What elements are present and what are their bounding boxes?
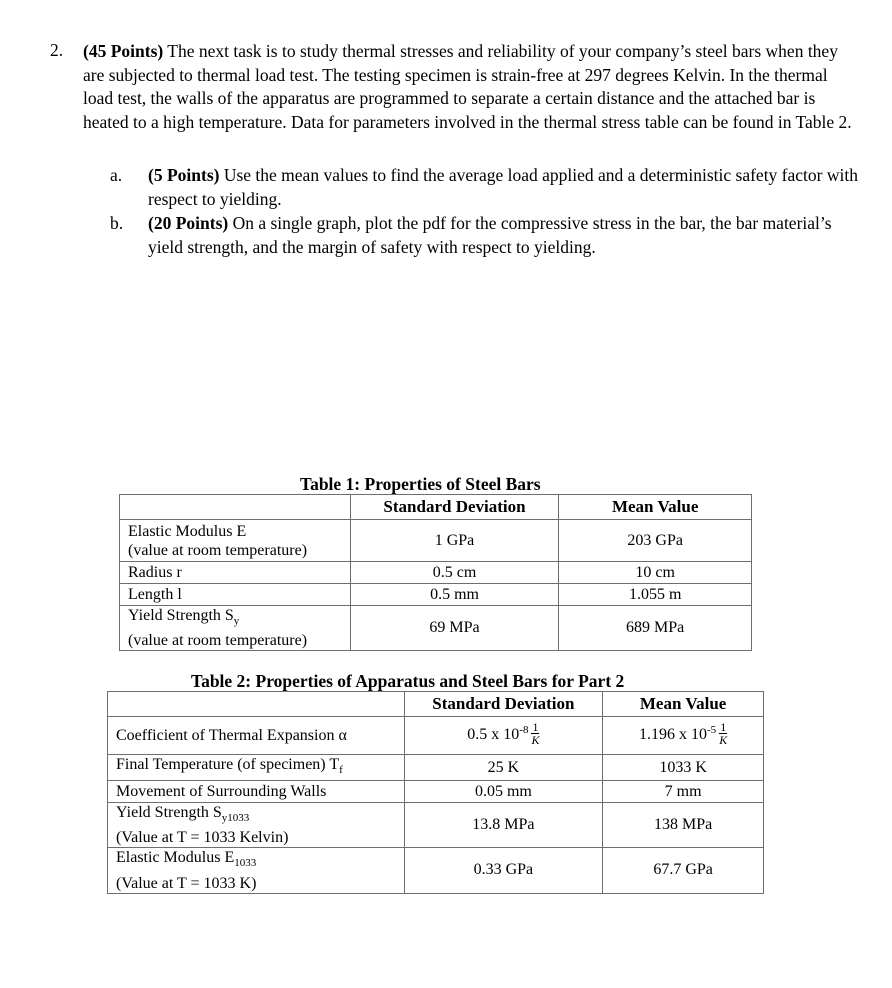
table1-param: Elastic Modulus E (value at room temperature) <box>120 520 351 562</box>
table1-mean: 203 GPa <box>559 520 752 562</box>
table2-param: Yield Strength $S_{y1033}$ (Value at T = 1033 Kelvin) <box>108 803 405 848</box>
table1-param: Length l <box>120 584 351 606</box>
part-b-label: b. <box>110 213 124 233</box>
table1-header-row <box>120 495 752 520</box>
table2-param: Final Temperature (of specimen) $T_f$ <box>108 755 405 781</box>
table-row <box>108 781 764 803</box>
problem-points: (45 Points) <box>83 41 164 61</box>
table1-mean: 1.055 m <box>559 584 752 606</box>
table2-mean: 1033 K <box>603 755 764 781</box>
table2-param: Elastic Modulus $E_{1033}$ (Value at T = 1033 K) <box>108 848 405 893</box>
table2-sd: 0.05 mm <box>404 781 603 803</box>
table-row <box>120 606 752 651</box>
problem-statement <box>83 40 861 134</box>
table2-header-mean: Mean Value <box>603 692 764 717</box>
table2-sd: 0.33 GPa <box>404 848 603 893</box>
part-a-points: (5 Points) <box>148 165 220 185</box>
table1-sd: 0.5 mm <box>350 584 559 606</box>
part-b-points: (20 Points) <box>148 213 229 233</box>
table-row <box>108 803 764 848</box>
table1-header-mean: Mean Value <box>559 495 752 520</box>
table1-param: Radius r <box>120 562 351 584</box>
table1-sd: 69 MPa <box>350 606 559 651</box>
table2-title: Table 2: Properties of Apparatus and Steel Bars for Part 2 <box>191 671 625 691</box>
per-kelvin-fraction: $\frac{1}{K}$ <box>531 720 540 747</box>
problem-text: The next task is to study thermal stresses and reliability of your company’s steel bars when they are subjected to thermal load test. The testing specimen is strain-free at 297 degrees Kelvin. In the thermal load test, the walls of the apparatus are programmed to separate a certain distance and the attached bar is heated to a high temperature. Data for parameters involved in the thermal stress table can be found in Table 2. <box>83 41 852 132</box>
table-row <box>108 848 764 893</box>
table1-header-sd: Standard Deviation <box>350 495 559 520</box>
table-row <box>108 717 764 755</box>
per-kelvin-fraction: $\frac{1}{K}$ <box>719 720 728 747</box>
table2-param: Movement of Surrounding Walls <box>108 781 405 803</box>
table2-param: Coefficient of Thermal Expansion α <box>108 717 405 755</box>
table2-header-blank <box>108 692 405 717</box>
table2 <box>107 691 764 894</box>
table2-header-row <box>108 692 764 717</box>
part-a-label: a. <box>110 165 123 185</box>
table1 <box>119 494 752 651</box>
part-a-text: (5 Points) Use the mean values to find the average load applied and a deterministic safety factor with respect to yielding. <box>148 165 858 209</box>
table1-param: Yield Strength $S_y$ (value at room temperature) <box>120 606 351 651</box>
table2-mean: 1.196 x $10^{-5}$ $\frac{1}{K}$ <box>603 717 764 755</box>
table1-mean: 689 MPa <box>559 606 752 651</box>
table-row <box>120 584 752 606</box>
table1-sd: 0.5 cm <box>350 562 559 584</box>
table2-header-sd: Standard Deviation <box>404 692 603 717</box>
table1-mean: 10 cm <box>559 562 752 584</box>
table2-mean: 7 mm <box>603 781 764 803</box>
table2-sd: 0.5 x $10^{-8}$ $\frac{1}{K}$ <box>404 717 603 755</box>
table-row <box>108 755 764 781</box>
table1-header-blank <box>120 495 351 520</box>
part-b-text: (20 Points) On a single graph, plot the pdf for the compressive stress in the bar, the bar material’s yield strength, and the margin of safety with respect to yielding. <box>148 213 832 257</box>
table-row <box>120 562 752 584</box>
table2-mean: 67.7 GPa <box>603 848 764 893</box>
table-row <box>120 520 752 562</box>
table2-sd: 13.8 MPa <box>404 803 603 848</box>
table2-sd: 25 K <box>404 755 603 781</box>
problem-number: 2. <box>50 40 64 60</box>
table2-mean: 138 MPa <box>603 803 764 848</box>
table1-title: Table 1: Properties of Steel Bars <box>300 474 541 494</box>
table1-sd: 1 GPa <box>350 520 559 562</box>
